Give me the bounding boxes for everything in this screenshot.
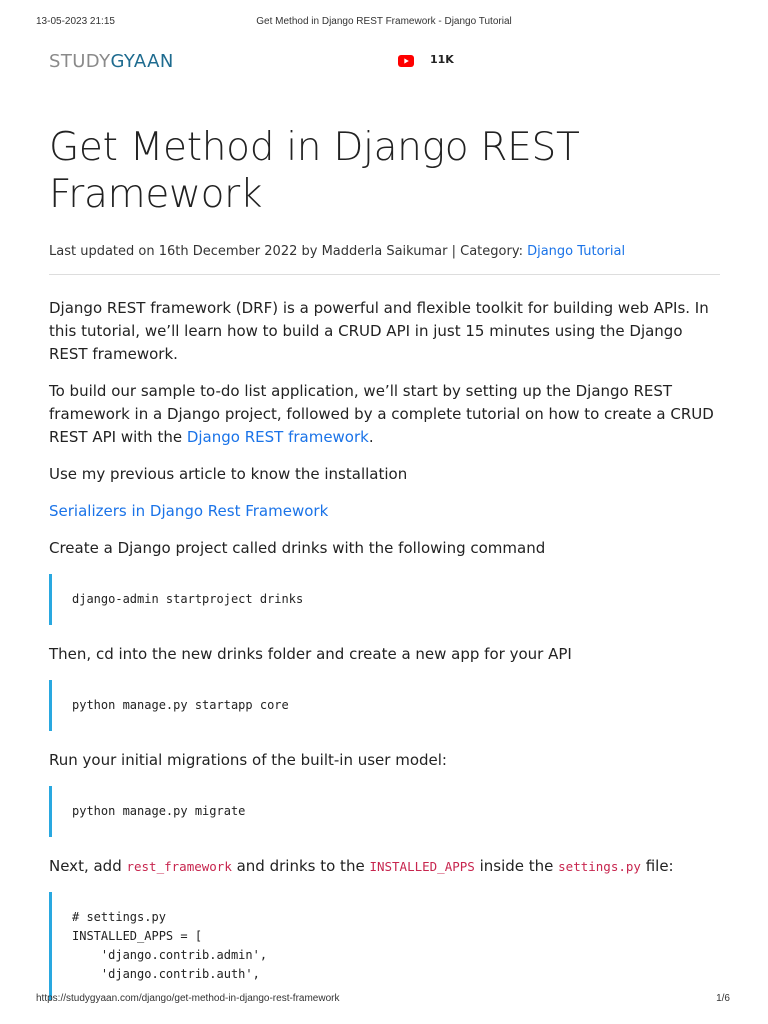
print-date: 13-05-2023 21:15 <box>36 16 115 27</box>
youtube-icon[interactable] <box>398 55 414 67</box>
category-link[interactable]: Django Tutorial <box>527 244 626 259</box>
print-page-number: 1/6 <box>716 993 730 1004</box>
youtube-subscriber-count[interactable]: 11K <box>430 53 454 66</box>
create-project-paragraph: Create a Django project called drinks with the following command <box>49 539 546 557</box>
article-meta <box>49 244 720 259</box>
drf-link[interactable]: Django REST framework <box>186 428 369 446</box>
meta-divider <box>49 274 720 275</box>
code-block-startapp: python manage.py startapp core <box>49 680 720 731</box>
article-content <box>49 124 720 1000</box>
installed-apps-paragraph <box>49 855 720 878</box>
installed-apps-text-b: and drinks to the <box>231 857 370 875</box>
installed-apps-text-d: file: <box>640 857 674 875</box>
migrations-paragraph: Run your initial migrations of the built-in user model: <box>49 751 447 769</box>
setup-paragraph <box>49 380 720 449</box>
startapp-paragraph: Then, cd into the new drinks folder and create a new app for your API <box>49 645 572 663</box>
installed-apps-text-a: Next, add <box>49 857 127 875</box>
code-block-startproject: django-admin startproject drinks <box>49 574 720 625</box>
setup-text-end: . <box>368 428 374 446</box>
inline-code-rest-framework: rest_framework <box>126 859 232 874</box>
code-block-settings: # settings.py INSTALLED_APPS = [ 'django.contrib.admin', 'django.contrib.auth', <box>49 892 720 1000</box>
inline-code-installed-apps: INSTALLED_APPS <box>369 859 475 874</box>
print-footer <box>36 993 732 1007</box>
installed-apps-text-c: inside the <box>474 857 559 875</box>
page-title <box>49 124 720 218</box>
print-url: https://studygyaan.com/django/get-method-in-django-rest-framework <box>36 993 340 1004</box>
logo-part-gyaan: GYAAN <box>110 51 174 72</box>
print-header <box>36 16 732 30</box>
serializers-link[interactable]: Serializers in Django Rest Framework <box>49 502 329 520</box>
logo-part-study: STUDY <box>49 51 111 72</box>
intro-paragraph: Django REST framework (DRF) is a powerful and flexible toolkit for building web APIs. In this tutorial, we’ll learn how to build a CRUD API in just 15 minutes using the Django REST framework. <box>49 299 709 363</box>
meta-text: Last updated on 16th December 2022 by Madderla Saikumar | Category: <box>49 244 528 259</box>
code-block-migrate: python manage.py migrate <box>49 786 720 837</box>
serializers-paragraph <box>49 500 720 523</box>
page-title-line-1: Get Method in Django REST <box>49 125 580 170</box>
inline-code-settings-py: settings.py <box>558 859 641 874</box>
site-logo[interactable] <box>49 51 174 72</box>
setup-text: To build our sample to-do list application, we’ll start by setting up the Django REST framework in a Django project, followed by a complete tutorial on how to create a CRUD REST API with the <box>49 382 714 446</box>
installation-paragraph: Use my previous article to know the installation <box>49 465 408 483</box>
page-title-line-2: Framework <box>49 172 263 217</box>
print-page-title: Get Method in Django REST Framework - Django Tutorial <box>256 16 512 27</box>
site-header <box>49 50 720 74</box>
